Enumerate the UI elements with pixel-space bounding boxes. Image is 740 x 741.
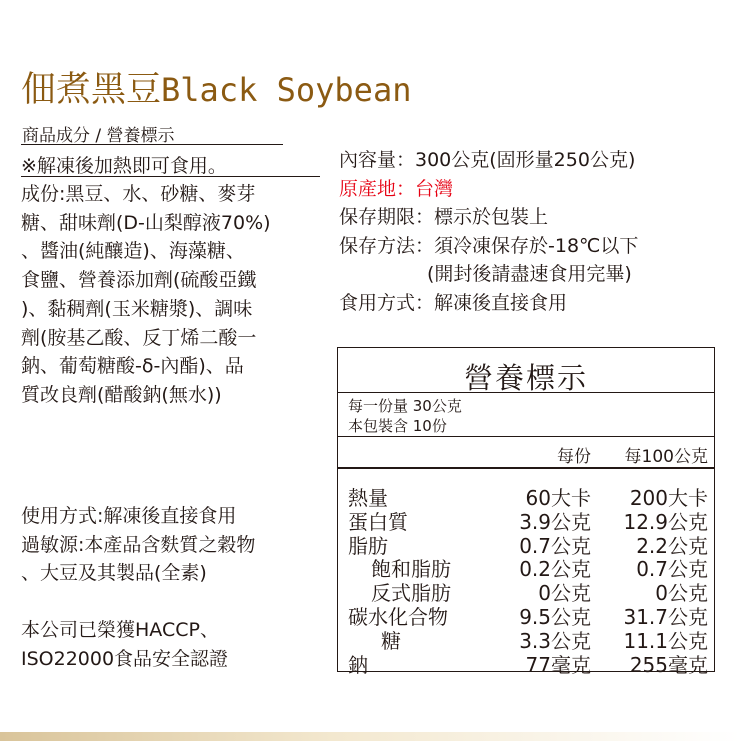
nutrition-title-divider [338, 392, 714, 393]
nutrient-per-100g: 11.1公克 [623, 628, 708, 653]
nutrient-per-100g: 2.2公克 [636, 533, 708, 558]
nutrient-per-serving: 60大卡 [525, 486, 591, 510]
nutrient-per-serving: 9.5公克 [519, 604, 591, 629]
net-content: 內容量：300公克(固形量250公克) [339, 149, 636, 171]
section-subtitle: 商品成分 / 營養標示 [22, 126, 175, 146]
ingredients-line: 鈉、葡萄糖酸-δ-內酯)、品 [21, 355, 244, 378]
nutrition-row [338, 649, 714, 677]
nutrient-per-serving: 0.2公克 [519, 557, 591, 582]
title-english: Black Soybean [161, 71, 412, 109]
nutrient-per-serving: 3.3公克 [519, 628, 591, 653]
nutrient-per-serving: 0.7公克 [519, 533, 591, 558]
consumption-method: 食用方式：解凍後直接食用 [339, 291, 568, 314]
nutrient-per-100g: 31.7公克 [623, 604, 708, 629]
column-per-100g: 每100公克 [624, 447, 708, 467]
subtitle-divider [21, 144, 283, 145]
column-per-serving: 每份 [557, 447, 591, 467]
ingredients-block [21, 180, 271, 410]
nutrition-row [338, 577, 714, 606]
servings-per-package: 本包裝含 10份 [348, 417, 447, 435]
allergen-line: 過敏源:本產品含麩質之穀物 [21, 533, 256, 556]
nutrient-per-serving: 77毫克 [525, 652, 591, 677]
nutrient-per-100g: 12.9公克 [623, 509, 708, 534]
ingredients-line: 食鹽、營養添加劑(硫酸亞鐵 [21, 269, 257, 292]
heating-note: ※解凍後加熱即可食用。 [21, 155, 227, 177]
product-title [21, 62, 411, 112]
nutrient-name: 飽和脂肪 [371, 557, 451, 582]
nutrient-name: 脂肪 [348, 533, 388, 558]
usage-line: 使用方式:解凍後直接食用 [21, 505, 237, 527]
ingredients-line: 劑(胺基乙酸、反丁烯二酸一 [21, 326, 257, 349]
nutrition-row [338, 625, 714, 653]
nutrient-name: 鈉 [348, 652, 368, 677]
serving-size: 每一份量 30公克 [348, 397, 462, 415]
nutrition-row [338, 482, 714, 510]
nutrition-row [338, 601, 714, 629]
certification-line: 本公司已榮獲HACCP、 [21, 619, 219, 641]
nutrient-name: 反式脂肪 [371, 581, 451, 606]
nutrition-row [338, 530, 714, 558]
ingredients-line: 成份:黑豆、水、砂糖、麥芽 [21, 183, 256, 205]
nutrient-per-100g: 255毫克 [629, 652, 708, 677]
nutrient-per-100g: 0.7公克 [636, 557, 708, 582]
nutrition-row [338, 506, 714, 534]
nutrition-facts-panel [337, 347, 715, 677]
ingredients-line: 糖、甜味劑(D-山梨醇液70%) [21, 211, 271, 234]
nutrient-per-serving: 0公克 [538, 581, 591, 606]
nutrient-per-100g: 0公克 [655, 581, 708, 606]
nutrition-title: 營養標示 [463, 361, 588, 395]
nutrient-name: 蛋白質 [348, 509, 408, 534]
certification-block [21, 616, 228, 673]
serving-divider [338, 436, 714, 437]
nutrient-name: 熱量 [348, 486, 388, 510]
nutrient-name: 碳水化合物 [348, 604, 448, 629]
bottom-gradient-band [0, 732, 740, 741]
ingredients-line: 、醬油(純釀造)、海藻糖、 [21, 240, 245, 263]
shelf-life: 保存期限：標示於包裝上 [339, 206, 549, 228]
column-header-divider [338, 467, 714, 469]
nutrient-per-serving: 3.9公克 [519, 509, 591, 534]
nutrient-per-100g: 200大卡 [629, 486, 708, 510]
nutrient-name: 糖 [381, 628, 401, 653]
nutrition-row [338, 553, 714, 582]
allergen-line: 、大豆及其製品(全素) [21, 562, 207, 585]
product-info-block [339, 146, 638, 317]
storage-method: 保存方法：須冷凍保存於-18℃以下 [339, 234, 639, 257]
storage-note: (開封後請盡速食用完畢) [427, 263, 632, 285]
origin: 原產地：台灣 [339, 177, 454, 200]
ingredients-line: )、黏稠劑(玉米糖漿)、調味 [21, 297, 253, 320]
title-chinese: 佃煮黑豆 [21, 70, 162, 110]
note-divider [21, 176, 320, 177]
ingredients-line: 質改良劑(醋酸鈉(無水)) [21, 383, 222, 406]
certification-line: ISO22000食品安全認證 [21, 647, 229, 670]
usage-allergen-block [21, 502, 255, 588]
nutrition-rows [338, 482, 714, 677]
